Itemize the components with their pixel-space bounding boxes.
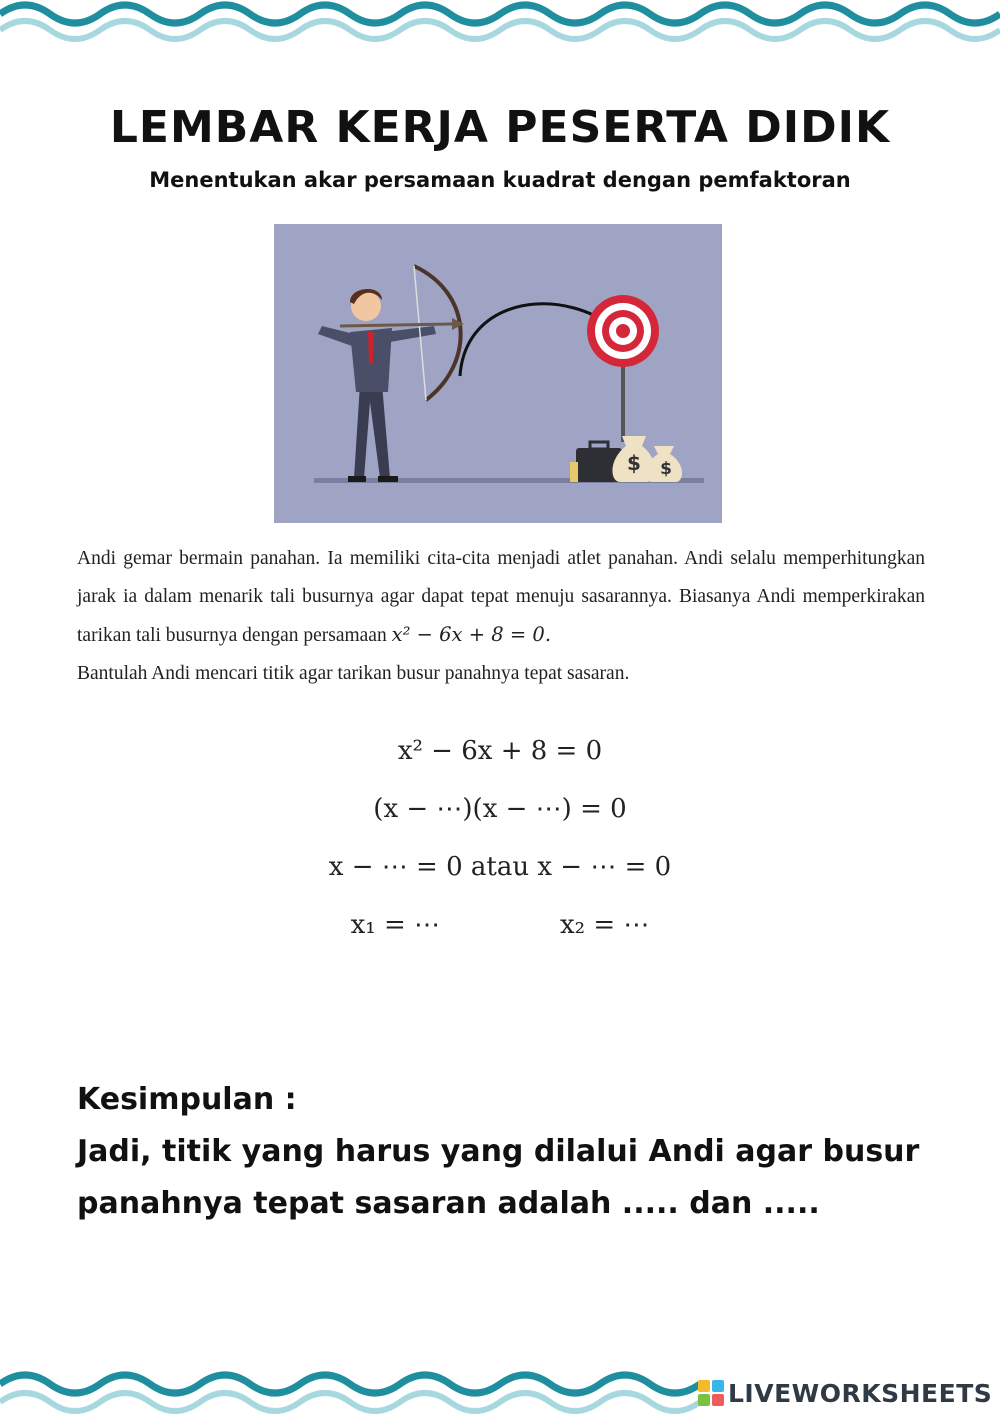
math-step-2: (x − ⋯)(x − ⋯) = 0 — [373, 794, 627, 824]
story-equation: x² − 6x + 8 = 0. — [391, 623, 552, 646]
story-text — [77, 540, 925, 693]
root-2: x₂ = ⋯ — [560, 910, 650, 940]
conclusion-line-1: Jadi, titik yang harus yang dilalui Andi agar busur — [77, 1134, 920, 1169]
root-1: x₁ = ⋯ — [350, 910, 440, 940]
svg-text:$: $ — [627, 451, 641, 475]
liveworksheets-logo-icon — [698, 1380, 724, 1406]
worksheet-subtitle: Menentukan akar persamaan kuadrat dengan pemfaktoran — [149, 168, 851, 192]
math-step-3: x − ⋯ = 0 atau x − ⋯ = 0 — [328, 852, 672, 882]
brand-text: LIVEWORKSHEETS — [728, 1378, 993, 1408]
top-wave-border — [0, 0, 1000, 42]
conclusion-line-2: panahnya tepat sasaran adalah ..... dan ..... — [77, 1186, 820, 1221]
story-line-2: Bantulah Andi mencari titik agar tarikan busur panahnya tepat sasaran. — [77, 663, 630, 684]
conclusion-heading: Kesimpulan : — [77, 1082, 297, 1117]
archer-illustration — [274, 224, 722, 523]
svg-text:$: $ — [660, 459, 672, 479]
math-step-1: x² − 6x + 8 = 0 — [397, 736, 603, 766]
conclusion-block — [77, 1074, 957, 1230]
story-line-1: Andi gemar bermain panahan. Ia memiliki cita-cita menjadi atlet panahan. Andi selalu memperhitungkan jarak ia dalam menarik tali busurnya agar dapat tepat menuju sasarannya. Biasanya Andi memperkirakan tarikan tali busurnya dengan persamaan — [77, 548, 925, 646]
story-paragraph — [77, 540, 925, 655]
liveworksheets-brand[interactable] — [698, 1376, 992, 1410]
math-roots — [0, 910, 1000, 940]
worksheet-title: LEMBAR KERJA PESERTA DIDIK — [109, 102, 891, 153]
